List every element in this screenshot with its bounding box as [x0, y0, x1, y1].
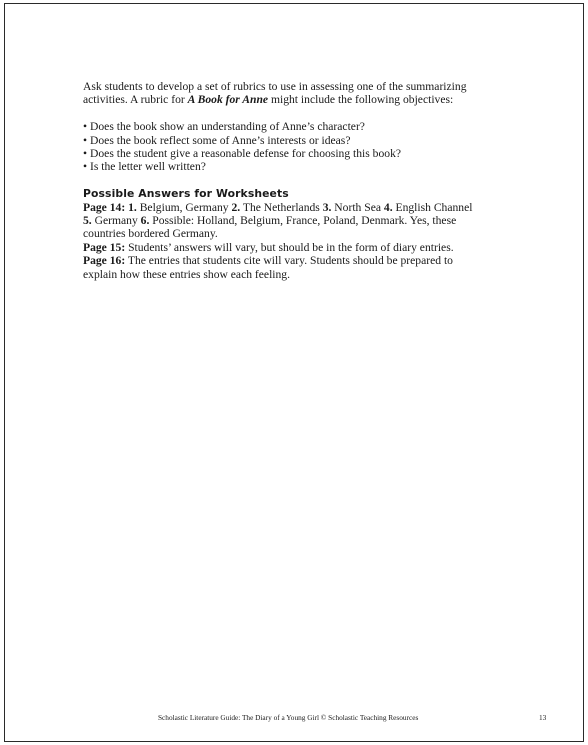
objective-text: Is the letter well written?: [90, 160, 206, 174]
objective-text: Does the student give a reasonable defense for choosing this book?: [90, 147, 402, 161]
intro-paragraph: [83, 80, 483, 107]
objectives-list: [83, 120, 483, 174]
footer-credit: Scholastic Literature Guide: The Diary of a Young Girl © Scholastic Teaching Resources: [158, 713, 419, 722]
answer-number: 5.: [83, 214, 92, 228]
bullet-icon: •: [83, 120, 88, 134]
answer-text: English Channel: [392, 200, 473, 214]
answer-text: Students’ answers will vary, but should be in the form of diary entries.: [125, 240, 454, 254]
answers-heading: Possible Answers for Worksheets: [83, 187, 289, 201]
page-number: 13: [539, 713, 547, 722]
page15-answers: [83, 241, 483, 254]
document-page: [4, 3, 584, 742]
list-item: [83, 134, 483, 147]
intro-text-after: might include the following objectives:: [268, 93, 454, 107]
answer-text: Belgium, Germany: [136, 200, 232, 214]
bullet-icon: •: [83, 133, 88, 147]
answer-text: The Netherlands: [240, 200, 323, 214]
page16-answers: [83, 254, 483, 281]
list-item: [83, 147, 483, 160]
page15-label: Page 15:: [83, 240, 126, 254]
answer-text: Possible: Holland, Belgium, France, Poland, Denmark. Yes, these countries bordered Germany.: [83, 214, 457, 241]
bullet-icon: •: [83, 160, 88, 174]
page14-answers: [83, 201, 483, 241]
intro-text-before: Ask students to develop a set of rubrics to use in assessing one of the summarizing activities. A rubric for: [83, 80, 467, 107]
page14-label: Page 14:: [83, 200, 126, 214]
objective-text: Does the book show an understanding of Anne’s character?: [90, 120, 365, 134]
objective-text: Does the book reflect some of Anne’s interests or ideas?: [90, 133, 351, 147]
book-title: A Book for Anne: [187, 93, 269, 107]
list-item: [83, 120, 483, 133]
answer-number: 4.: [383, 200, 393, 214]
answer-number: 6.: [140, 214, 150, 228]
answer-text: Germany: [91, 214, 141, 228]
answer-number: 2.: [231, 200, 241, 214]
answer-number: 1.: [128, 200, 137, 214]
page-content: [83, 80, 483, 281]
list-item: [83, 160, 483, 173]
answer-number: 3.: [322, 200, 332, 214]
bullet-icon: •: [83, 147, 88, 161]
answer-text: North Sea: [331, 200, 384, 214]
page16-label: Page 16:: [83, 254, 126, 268]
answer-text: The entries that students cite will vary. Students should be prepared to explain how these entries show each feeling.: [83, 254, 453, 281]
